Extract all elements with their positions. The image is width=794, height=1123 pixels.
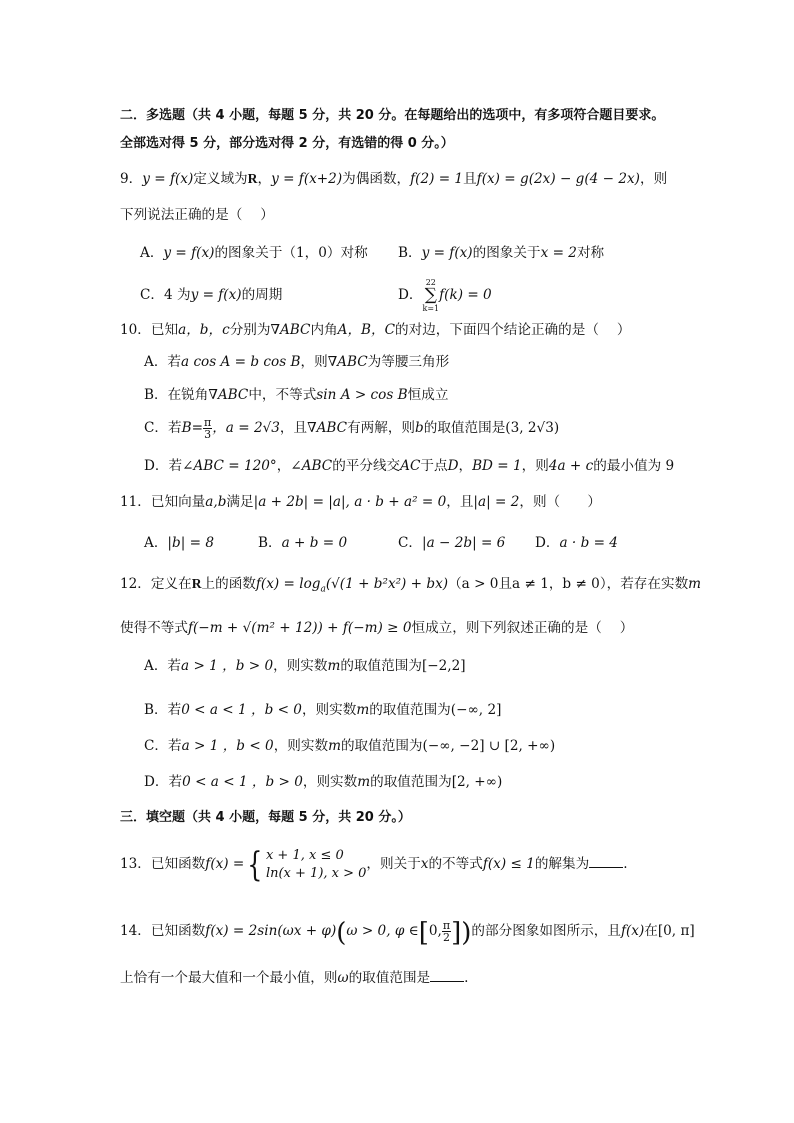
section-2-heading-line1: 二．多选题（共 4 小题，每题 5 分，共 20 分。在每题给出的选项中，有多项符合题目要求。 (120, 108, 665, 123)
option-math: (−∞, 2] (450, 702, 502, 718)
option-label: A． (140, 245, 164, 261)
option-label: A．若 (144, 658, 182, 674)
option-text: ，则实数 (301, 702, 357, 718)
q12-option-a[interactable] (144, 656, 466, 676)
option-text: ，则实数 (302, 774, 358, 790)
option-label: C．若 (144, 738, 182, 754)
option-math: 0 < a < 1 ，b < 0 (181, 702, 302, 718)
right-bracket-icon: ] (451, 918, 462, 948)
q9-text: ， (257, 171, 272, 187)
option-math: a cos A = b cos B (181, 354, 301, 370)
option-math: 4a + c (548, 458, 594, 474)
option-text: 的取值范围为 (370, 774, 452, 790)
option-text: ，且 (279, 420, 308, 436)
sum-lower: k=1 (422, 304, 440, 313)
option-text: 对称 (576, 245, 605, 261)
left-bracket-icon: [ (418, 918, 429, 948)
option-math: a + b = 0 (281, 535, 348, 551)
option-math: |a − 2b| = 6 (422, 535, 506, 551)
option-text: ， (458, 458, 473, 474)
q12-log-base: a (320, 584, 326, 595)
option-math: m (327, 658, 341, 674)
q9-math-g: f(x) = g(2x) − g(4 − 2x) (476, 171, 640, 187)
q14-period: . (464, 970, 469, 986)
left-paren-icon: ( (336, 918, 347, 948)
option-math: x = 2 (540, 245, 577, 261)
option-label: B． (398, 245, 422, 261)
option-math: ∠ABC (290, 458, 333, 474)
q14-math: ω > 0, φ ∈ (346, 923, 419, 939)
option-math: ∇ABC (208, 387, 249, 403)
option-math: sin A > cos B (316, 387, 408, 403)
q13-math: f(x) = (205, 856, 245, 872)
option-math: a · b = 4 (559, 535, 618, 551)
option-text: ， (276, 458, 291, 474)
option-label: D．若 (144, 458, 183, 474)
q10-option-c[interactable] (144, 414, 559, 442)
option-math: y = f(x) (190, 287, 242, 303)
q14-text: 在 (644, 923, 658, 939)
fraction (442, 920, 451, 943)
option-math: b (415, 420, 424, 436)
denominator: 2 (442, 931, 450, 944)
q11-math: a,b (205, 494, 227, 510)
q11-stem (120, 492, 601, 512)
option-math: ，a = 2√3 (212, 420, 280, 436)
q11-text: ，且 (446, 494, 474, 510)
q12-stem-cont (120, 618, 633, 638)
q9-stem-cont (120, 205, 274, 225)
option-label: A．若 (144, 354, 182, 370)
q14-text: 14．已知函数 (120, 923, 206, 939)
left-brace-icon: { (247, 844, 263, 885)
option-label: D． (535, 535, 560, 551)
q11-math: |a| = 2 (473, 494, 520, 510)
q12-text: ，若存在实数 (606, 576, 689, 592)
q14-text: 的部分图象如图所示，且 (471, 923, 621, 939)
q10-text: 内角 (310, 322, 338, 338)
q12-stem (120, 574, 701, 600)
q13-period: . (623, 856, 628, 872)
q13-math: f(x) ≤ 1 (482, 856, 535, 872)
q12-math: f(x) = log (255, 576, 321, 592)
q14-stem-cont (120, 968, 468, 988)
option-math: ∇ABC (307, 420, 348, 436)
option-math: m (328, 738, 341, 754)
q12-text: 上的函数 (201, 576, 256, 592)
q14-stem: 14．已知函数f(x) = 2sin(ωx + φ)(ω > 0, φ ∈[0, $\frac{\pi}{2}$ ])的部分图象如图所示，且f(x)在[0, π] (120, 918, 695, 948)
q10-math: A，B，C (337, 322, 396, 338)
option-text: 的图象关于（1，0）对称 (214, 245, 368, 261)
option-math: m (357, 774, 371, 790)
option-math: f(k) = 0 (439, 287, 492, 303)
option-label: D．若 (144, 774, 183, 790)
option-label: C．4 为 (140, 287, 191, 303)
sigma-icon: ∑ (424, 285, 437, 305)
q11-option-b[interactable] (258, 533, 347, 553)
section-2-heading (120, 106, 664, 126)
option-math: a > 1 ，b > 0 (181, 658, 274, 674)
option-text: 有两解，则 (347, 420, 416, 436)
option-text: 的周期 (241, 287, 283, 303)
q9-stem (120, 169, 667, 189)
q14-math: f(x) = 2sin(ωx + φ) (205, 923, 337, 939)
option-math: (3, 2√3) (505, 420, 560, 436)
option-math: [2, +∞) (451, 774, 503, 790)
q12-option-c[interactable] (144, 736, 555, 756)
option-math: BD = 1 (472, 458, 522, 474)
q12-text: 使得不等式 (120, 620, 188, 636)
option-math: y = f(x) (421, 245, 473, 261)
q10-math: ∇ABC (270, 322, 311, 338)
q10-text: 10．已知 (120, 322, 179, 338)
option-label: B．若 (144, 702, 182, 718)
option-text: 于点 (420, 458, 448, 474)
q12-real-set: R (191, 576, 202, 591)
answer-blank[interactable] (430, 968, 464, 982)
option-math: |b| = 8 (167, 535, 214, 551)
option-text: 的图象关于 (472, 245, 541, 261)
q12-math: f(−m + √(m² + 12)) + f(−m) ≥ 0 (187, 620, 412, 636)
option-text: 的取值范围为 (369, 702, 451, 718)
numerator: π (442, 919, 451, 932)
option-text: 的平分线交 (332, 458, 401, 474)
q13-text: 的解集为 (534, 856, 590, 872)
option-math: ∠ABC = 120° (182, 458, 277, 474)
q14-math: ω (337, 970, 349, 986)
q12-option-d[interactable] (144, 772, 502, 792)
case-1: x + 1, x ≤ 0 (265, 847, 344, 863)
q9-number: 9． (120, 171, 143, 187)
q12-text: 12．定义在 (120, 576, 192, 592)
case-2: ln(x + 1), x > 0 (265, 865, 367, 881)
q9-option-d[interactable] (398, 278, 492, 313)
option-label: B． (258, 535, 282, 551)
denominator: 3 (204, 428, 212, 441)
q11-text: 11．已知向量 (120, 494, 206, 510)
option-math: D (447, 458, 459, 474)
sum-upper: 22 (425, 278, 436, 287)
q9-text: 且 (463, 171, 477, 187)
q11-text: 满足 (226, 494, 254, 510)
option-math: 0 < a < 1 ，b > 0 (182, 774, 303, 790)
section-3-heading (120, 808, 411, 828)
right-paren-icon: ) (461, 918, 472, 948)
option-text: 恒成立 (407, 387, 449, 403)
section-3-heading-text: 三．填空题（共 4 小题，每题 5 分，共 20 分。） (120, 810, 411, 825)
option-math: ∇ABC (327, 354, 368, 370)
q9-option-c[interactable] (140, 285, 282, 305)
numerator: π (203, 416, 212, 429)
option-label: D． (398, 287, 423, 303)
q14-text: 上恰有一个最大值和一个最小值，则 (120, 970, 338, 986)
option-text: ，则 (521, 458, 549, 474)
option-math: m (356, 702, 370, 718)
q11-math: |a + 2b| = |a|, a · b + a² = 0 (253, 494, 447, 510)
option-math: (−∞, −2] ∪ [2, +∞) (422, 738, 556, 754)
q10-stem (120, 320, 630, 340)
q9-math-shift: y = f(x+2) (271, 171, 343, 187)
q14-text: 的取值范围是 (348, 970, 431, 986)
q13-text: ，则关于 (366, 856, 421, 872)
answer-blank[interactable] (589, 854, 623, 868)
option-text: 的取值范围是 (423, 420, 506, 436)
q9-question: 下列说法正确的是（ ） (120, 207, 274, 223)
q14-math: f(x) (620, 923, 645, 939)
q11-option-c[interactable] (398, 533, 505, 553)
q14-math: [0, π] (657, 923, 695, 939)
option-text: ，则实数 (273, 658, 328, 674)
q9-real-set: R (247, 171, 258, 186)
option-label: C． (398, 535, 422, 551)
q12-option-b[interactable] (144, 700, 501, 720)
option-math: AC (400, 458, 421, 474)
section-2-heading-line2: 全部选对得 5 分，部分选对得 2 分，有选错的得 0 分。） (120, 136, 454, 151)
option-math: y = f(x) (163, 245, 215, 261)
option-text: 的取值范围为 (340, 738, 423, 754)
q9-text: 定义域为 (193, 171, 248, 187)
q13-text: 的不等式 (428, 856, 483, 872)
q10-text: 分别为 (229, 322, 271, 338)
q9-text: 为偶函数， (342, 171, 411, 187)
q9-text: ，则 (639, 171, 668, 187)
q9-option-b[interactable] (398, 243, 604, 263)
option-label: C．若 (144, 420, 182, 436)
section-2-heading-cont (120, 134, 454, 154)
q9-option-a[interactable] (140, 243, 368, 263)
q10-option-a[interactable] (144, 352, 449, 372)
option-text: ，则 (300, 354, 328, 370)
q13-stem (120, 842, 628, 886)
q9-math-yfx: y = f(x) (142, 171, 194, 187)
option-label: B．在锐角 (144, 387, 209, 403)
q10-option-b[interactable] (144, 385, 448, 405)
option-math: a > 1 ，b < 0 (181, 738, 274, 754)
q12-condition: （a > 0且a ≠ 1，b ≠ 0） (448, 576, 607, 592)
option-text: 的最小值为 9 (593, 458, 675, 474)
option-text: 的取值范围为 (340, 658, 422, 674)
q9-math-f2: f(2) = 1 (410, 171, 464, 187)
q12-text: 恒成立，则下列叙述正确的是（ ） (411, 620, 634, 636)
q13-math: x (420, 856, 429, 872)
option-label: A． (144, 535, 168, 551)
q10-math: a，b，c (178, 322, 230, 338)
q13-text: 13．已知函数 (120, 856, 206, 872)
option-text: 中，不等式 (248, 387, 317, 403)
option-text: 为等腰三角形 (367, 354, 450, 370)
option-text: ，则实数 (273, 738, 329, 754)
q10-option-d[interactable] (144, 456, 674, 476)
option-math: [−2,2] (421, 658, 466, 674)
option-math: B= (181, 420, 203, 436)
fraction (203, 417, 212, 440)
q12-math: (√(1 + b²x²) + bx) (325, 576, 449, 592)
piecewise-cases (266, 847, 366, 883)
q11-option-a[interactable] (144, 533, 214, 553)
q11-option-d[interactable] (535, 533, 618, 553)
summation (423, 278, 440, 313)
q12-math: m (688, 576, 702, 592)
q11-text: ，则（ ） (519, 494, 601, 510)
q10-text: 的对边，下面四个结论正确的是（ ） (395, 322, 631, 338)
